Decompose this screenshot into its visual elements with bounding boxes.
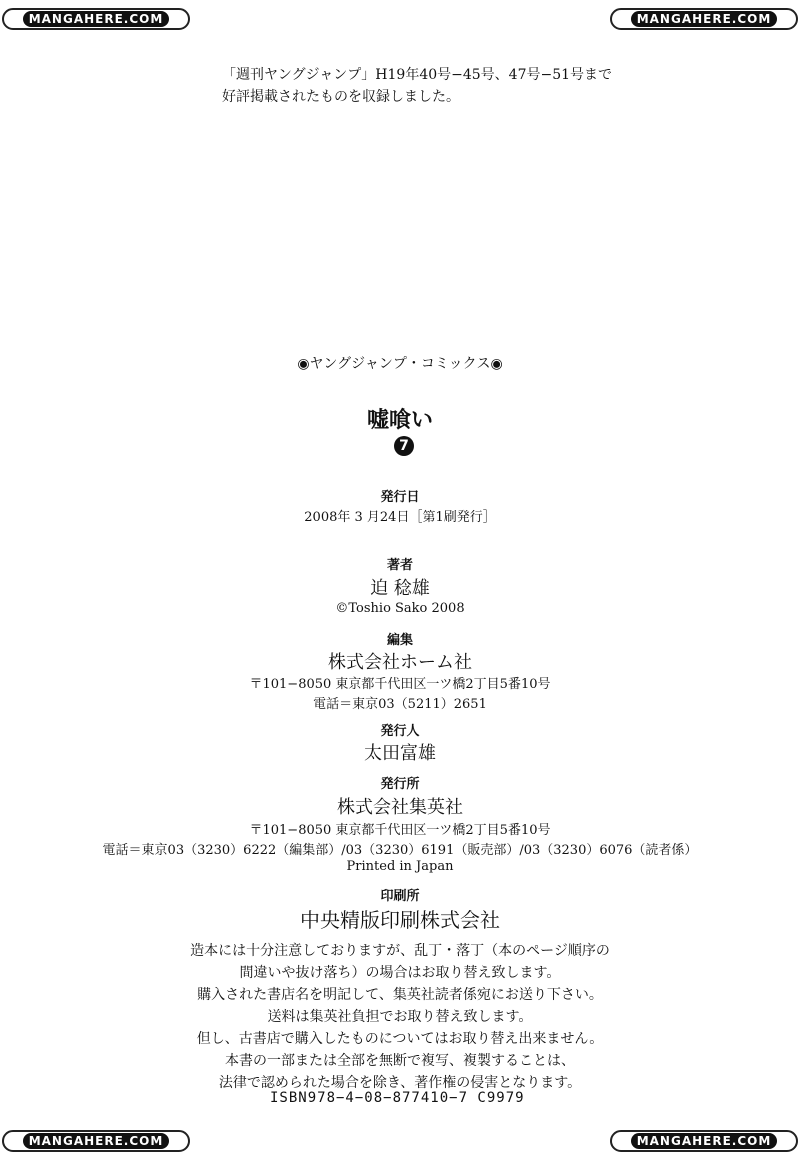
- editor-address: 〒101−8050 東京都千代田区一ツ橋2丁目5番10号: [249, 677, 551, 692]
- legal-line: 法律で認められた場合を除き、著作権の侵害となります。: [218, 1075, 582, 1091]
- author-label: 著者: [386, 558, 413, 573]
- publisher-label: 発行所: [380, 777, 420, 792]
- publisher-company: 株式会社集英社: [337, 797, 463, 818]
- series-label: ◉ヤングジャンプ・コミックス◉: [297, 356, 503, 372]
- author-copyright: ©Toshio Sako 2008: [335, 601, 465, 616]
- serialization-note: [222, 64, 612, 108]
- legal-line: 造本には十分注意しておりますが、乱丁・落丁（本のページ順序の: [190, 943, 610, 959]
- legal-line: 送料は集英社負担でお取り替え致します。: [267, 1009, 533, 1025]
- volume-badge: 7: [394, 436, 414, 456]
- note-line-1: 「週刊ヤングジャンプ」H19年40号−45号、47号−51号まで: [222, 67, 613, 83]
- watermark-bottom-right: MANGAHERE.COM: [610, 1130, 798, 1152]
- legal-line: 但し、古書店で購入したものについてはお取り替え出来ません。: [196, 1031, 604, 1047]
- watermark-bottom-left: MANGAHERE.COM: [2, 1130, 190, 1152]
- legal-line: 購入された書店名を明記して、集英社読者係宛にお送り下さい。: [197, 987, 603, 1003]
- editor-company: 株式会社ホーム社: [328, 652, 472, 673]
- book-title: 嘘喰い: [366, 408, 433, 433]
- publisher-person-name: 太田富雄: [364, 743, 436, 764]
- publish-date-value: 2008年 3 月24日［第1刷発行］: [304, 510, 496, 525]
- watermark-top-right: MANGAHERE.COM: [610, 8, 798, 30]
- legal-line: 本書の一部または全部を無断で複写、複製することは、: [225, 1053, 575, 1069]
- printer-label: 印刷所: [380, 889, 420, 904]
- printed-in-japan: Printed in Japan: [346, 859, 454, 874]
- author-name: 迫 稔雄: [370, 578, 430, 599]
- isbn: ISBN978−4−08−877410−7 C9979: [270, 1090, 525, 1106]
- legal-notice: [0, 940, 800, 1094]
- watermark-top-left: MANGAHERE.COM: [2, 8, 190, 30]
- publish-date-label: 発行日: [380, 490, 420, 505]
- legal-line: 間違いや抜け落ち）の場合はお取り替え致します。: [239, 965, 561, 981]
- editor-phone: 電話＝東京03（5211）2651: [313, 697, 487, 712]
- publisher-person-label: 発行人: [380, 724, 420, 739]
- publisher-phone: 電話＝東京03（3230）6222（編集部）/03（3230）6191（販売部）/03（3230）6076（読者係）: [102, 843, 698, 858]
- publisher-address: 〒101−8050 東京都千代田区一ツ橋2丁目5番10号: [249, 823, 551, 838]
- printer-company: 中央精版印刷株式会社: [300, 908, 500, 932]
- note-line-2: 好評掲載されたものを収録しました。: [222, 89, 460, 105]
- editor-label: 編集: [386, 633, 413, 648]
